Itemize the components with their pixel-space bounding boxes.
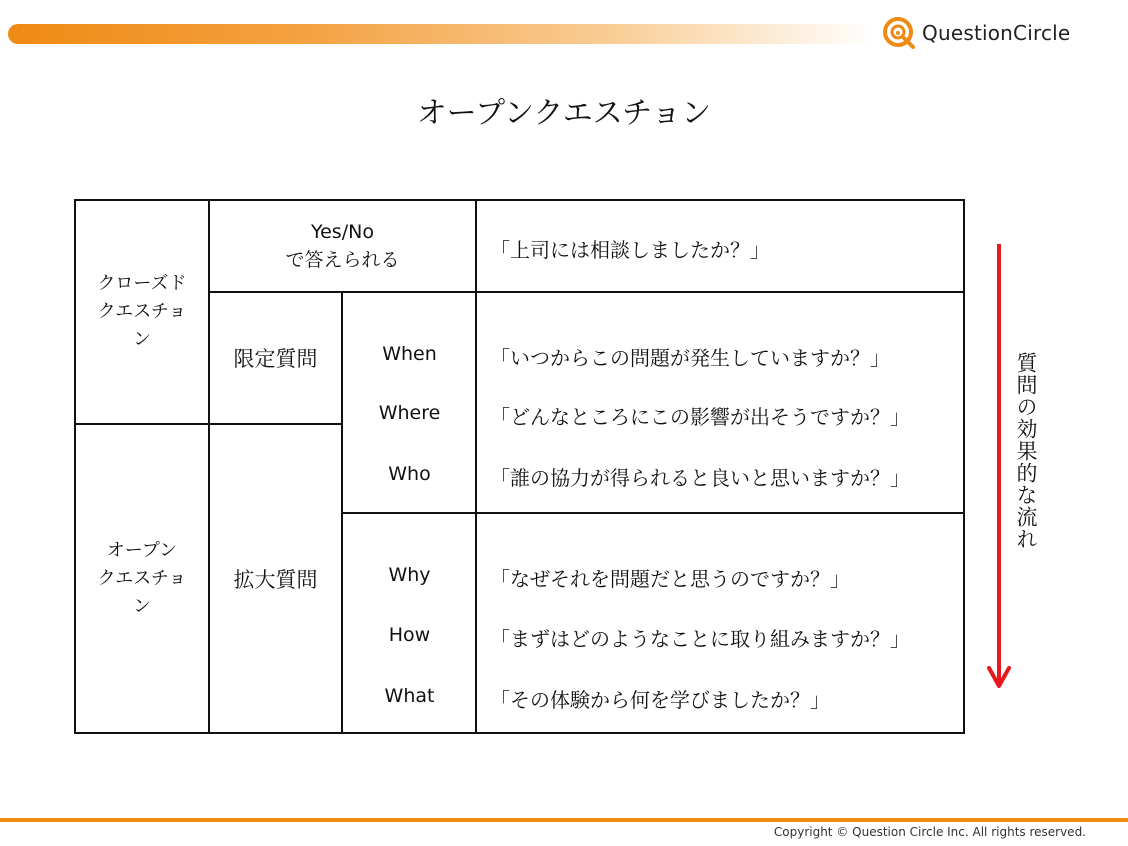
example-question: 「上司には相談しましたか？」 <box>490 238 770 262</box>
flow-down-arrow-icon <box>986 244 1012 692</box>
copyright-text: Copyright © Question Circle Inc. All rights reserved. <box>773 825 1086 839</box>
question-circle-logo-icon <box>882 16 916 50</box>
example-question: 「その体験から何を学びましたか？」 <box>490 688 830 712</box>
page-title: オープンクエスチョン <box>416 96 712 131</box>
wh-word-what: What <box>384 685 435 707</box>
expanded-question-label: 拡大質問 <box>233 567 318 592</box>
logo-text: QuestionCircle <box>922 21 1071 45</box>
wh-word-why: Why <box>388 564 431 586</box>
wh-word-where: Where <box>378 402 441 424</box>
wh-word-when: When <box>382 343 437 365</box>
header-gradient-bar <box>8 24 874 44</box>
example-question: 「なぜそれを問題だと思うのですか？」 <box>490 567 850 591</box>
example-question: 「誰の協力が得られると良いと思いますか？」 <box>490 466 910 490</box>
open-question-label: オープン クエスチョ ン <box>97 539 187 617</box>
wh-word-how: How <box>388 624 431 646</box>
limited-question-label: 限定質問 <box>233 347 318 371</box>
example-question: 「まずはどのようなことに取り組みますか？」 <box>490 627 910 651</box>
question-type-table <box>74 199 965 734</box>
flow-label: 質問の効果的な流れ <box>1014 352 1038 550</box>
wh-word-who: Who <box>388 463 431 485</box>
example-question: 「いつからこの問題が発生していますか？」 <box>490 346 890 370</box>
yes-no-label: Yes/No で答えられる <box>285 221 400 271</box>
company-logo <box>882 15 1070 51</box>
footer-bar <box>0 818 1128 822</box>
closed-question-label: クローズド クエスチョ ン <box>97 273 187 350</box>
example-question: 「どんなところにこの影響が出そうですか？」 <box>490 405 910 429</box>
